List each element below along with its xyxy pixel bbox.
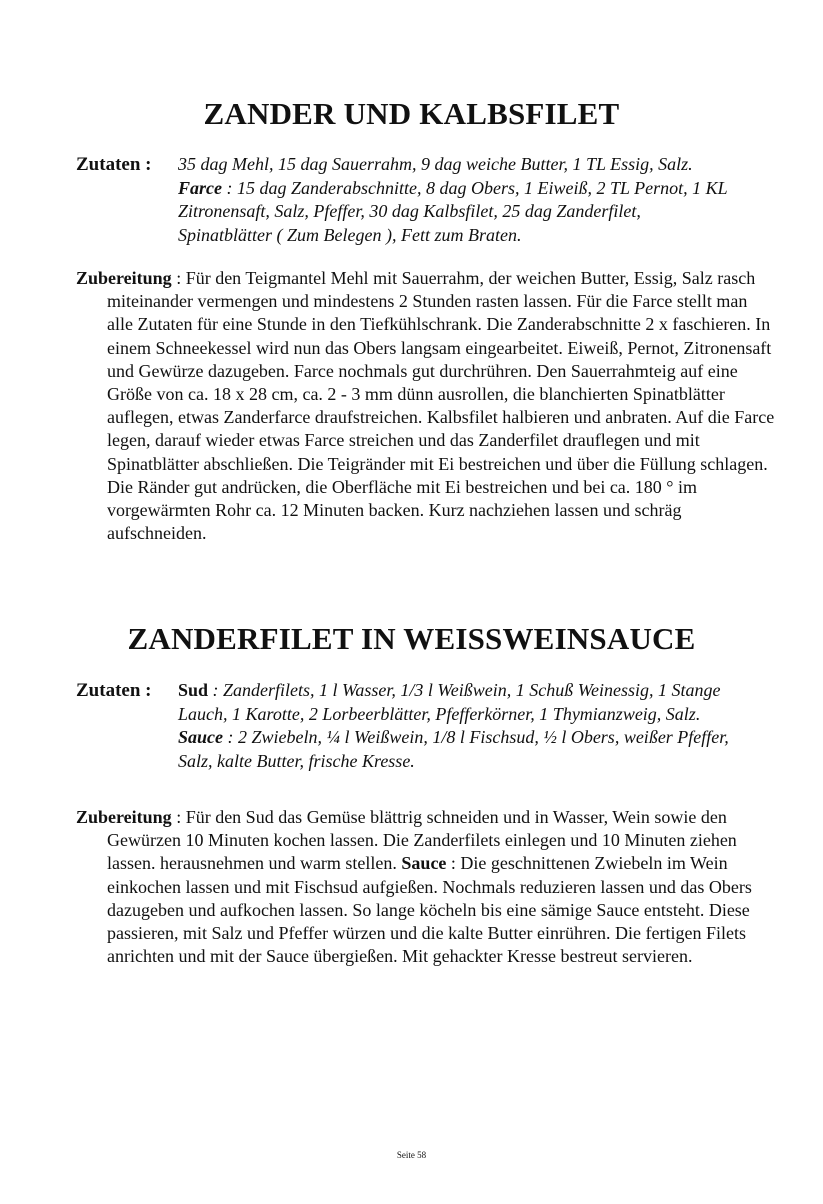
ingredients-text (178, 679, 738, 773)
recipe-title-zanderfilet-weissweinsauce: ZANDERFILET IN WEISSWEINSAUCE (127, 621, 696, 656)
page-number: Seite 58 (396, 1150, 427, 1160)
ingredients-part: : 15 dag Zanderabschnitte, 8 dag Obers, 1 Eiweiß, 2 TL Pernot, 1 KL Zitronensaft, Salz, Pfeffer, 30 dag Kalbsfilet, 25 dag Zanderfilet, Spinatblätter ( Zum Belegen ), Fett zum Braten. (178, 177, 728, 245)
ingredients-label: Zutaten : (76, 154, 152, 175)
sauce-label: Sauce (178, 727, 223, 747)
preparation-body: : Für den Sud das Gemüse blättrig schneiden und in Wasser, Wein sowie den Gewürzen 10 Minuten kochen lassen. Die Zanderfilets einlegen und 10 Minuten ziehen lassen. herausnehmen und warm stellen. (107, 807, 737, 874)
sud-label: Sud (178, 680, 209, 700)
farce-label: Farce (178, 177, 222, 198)
recipe-title-zander-kalbsfilet: ZANDER UND KALBSFILET (203, 96, 620, 131)
ingredients-part: : Zanderfilets, 1 l Wasser, 1/3 l Weißwein, 1 Schuß Weinessig, 1 Stange Lauch, 1 Karotte, 2 Lorbeerblätter, Pfefferkörner, 1 Thymianzweig, Salz. (178, 680, 721, 724)
ingredients-label: Zutaten : (76, 680, 152, 701)
preparation-label: Zubereitung (76, 807, 172, 827)
ingredients-part: 35 dag Mehl, 15 dag Sauerrahm, 9 dag weiche Butter, 1 TL Essig, Salz. (178, 154, 693, 174)
preparation-text (76, 267, 775, 545)
preparation-label: Zubereitung (76, 268, 172, 288)
preparation-sauce-label: Sauce (401, 853, 447, 874)
preparation-text (76, 806, 775, 968)
preparation-body: : Die geschnittenen Zwiebeln im Wein einkochen lassen und mit Fischsud aufgießen. Nochmals reduzieren lassen und das Obers dazugeben und aufkochen lassen. So lange köcheln bis eine sämige Sauce entsteht. Diese passieren, mit Salz und Pfeffer würzen und die kalte Butter einrühren. Die fertigen Filets anrichten und mit der Sauce übergießen. Mit gehackter Kresse bestreut servieren. (107, 853, 752, 967)
ingredients-part: : 2 Zwiebeln, ¼ l Weißwein, 1/8 l Fischsud, ½ l Obers, weißer Pfeffer, Salz, kalte Butter, frische Kresse. (178, 727, 729, 771)
ingredients-text (178, 153, 738, 247)
preparation-body: : Für den Teigmantel Mehl mit Sauerrahm, der weichen Butter, Essig, Salz rasch miteinander vermengen und mindestens 2 Stunden rasten lassen. Für die Farce stellt man alle Zutaten für eine Stunde in den Tiefkühlschrank. Die Zanderabschnitte 2 x faschieren. In einem Schneekessel wird nun das Obers langsam eingearbeitet. Eiweiß, Pernot, Zitronensaft und Gewürze dazugeben. Farce nochmals gut durchrühren. Den Sauerrahmteig auf eine Größe von ca. 18 x 28 cm, ca. 2 - 3 mm dünn ausrollen, die blanchierten Spinatblätter auflegen, etwas Zanderfarce draufstreichen. Kalbsfilet halbieren und anbraten. Auf die Farce legen, darauf wieder etwas Farce streichen und das Zanderfilet drauflegen und mit Spinatblätter abschließen. Die Teigränder mit Ei bestreichen und über die Füllung schlagen. Die Ränder gut andrücken, die Oberfläche mit Ei bestreichen und bei ca. 180 ° im vorgewärmten Rohr ca. 12 Minuten backen. Kurz nachziehen lassen und schräg aufschneiden. (107, 268, 775, 544)
